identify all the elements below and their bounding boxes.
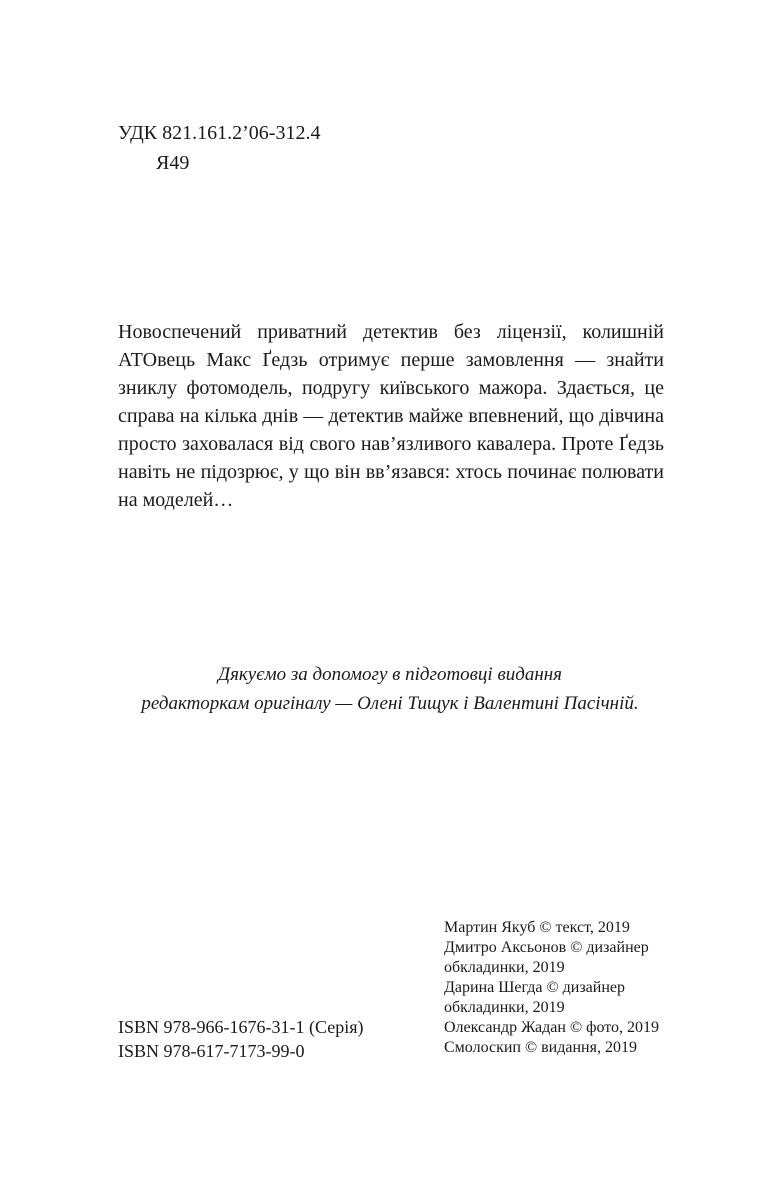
acknowledgement-line-2: редакторкам оригіналу — Олені Тищук і Валентині Пасічній. [141, 693, 639, 714]
copyright-block [444, 918, 684, 1058]
acknowledgement-line-1: Дякуємо за допомогу в підготовці видання [217, 664, 562, 685]
udk-block [118, 118, 320, 178]
isbn-book: ISBN 978-617-7173-99-0 [118, 1041, 305, 1061]
isbn-series: ISBN 978-966-1676-31-1 (Серія) [118, 1017, 364, 1037]
annotation-text: Новоспечений приватний детектив без ліцензії, колишній АТОвець Макс Ґедзь отримує перше замовлення — знайти зниклу фотомодель, подругу київського мажора. Здається, це справа на кілька днів — детектив майже впевнений, що дівчина просто заховалася від свого нав’язливого кавалера. Проте Ґедзь навіть не підозрює, у що він вв’язався: хтось починає полювати на моделей… [118, 321, 664, 511]
isbn-block [118, 1015, 363, 1063]
author-mark: Я49 [156, 152, 190, 174]
copyright-line: Дарина Шегда © дизайнер обкладинки, 2019 [444, 979, 625, 1016]
annotation [118, 318, 664, 514]
udk-code: УДК 821.161.2’06-312.4 [118, 122, 321, 144]
copyright-line: Мартин Якуб © текст, 2019 [444, 919, 630, 936]
copyright-line: Олександр Жадан © фото, 2019 [444, 1019, 660, 1036]
copyright-line: Дмитро Аксьонов © дизайнер обкладинки, 2019 [444, 939, 649, 976]
copyright-line: Смолоскип © видання, 2019 [444, 1039, 637, 1056]
acknowledgement [100, 660, 680, 718]
